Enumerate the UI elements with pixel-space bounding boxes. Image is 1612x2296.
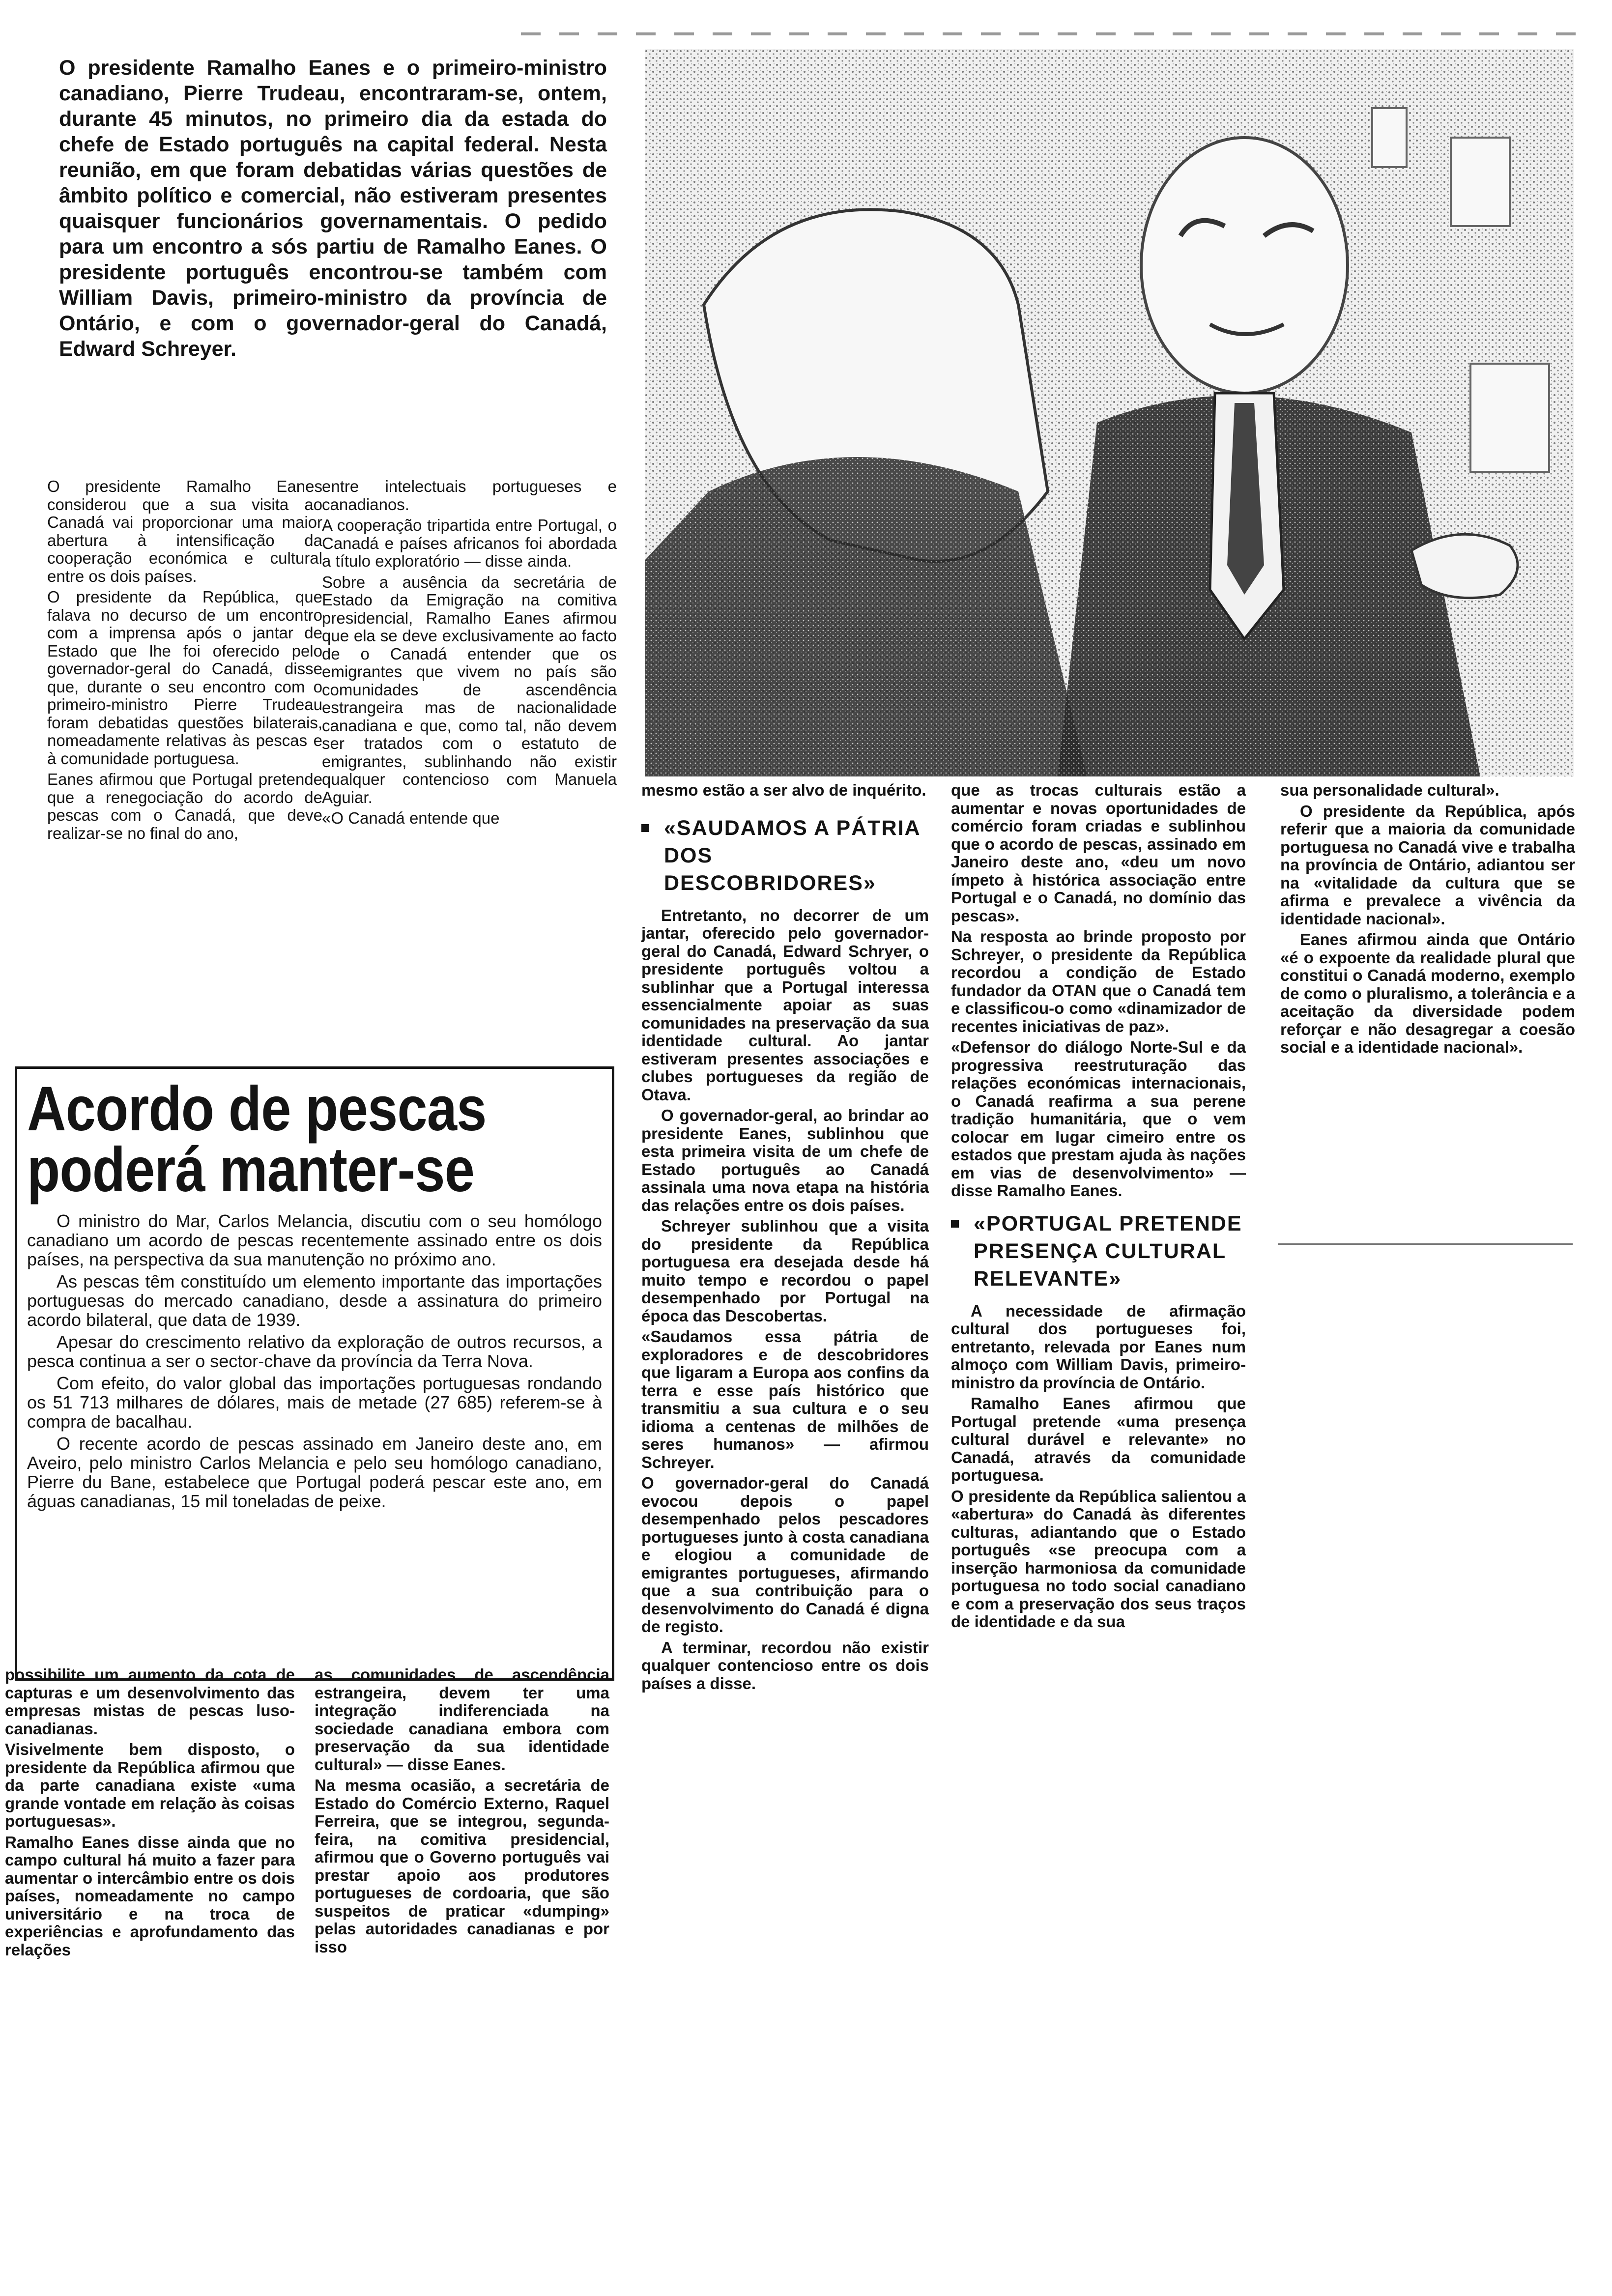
col3-para-1: Entretanto, no decorrer de um jantar, oferecido pelo governador-geral do Canadá, Edward Schryer, o presidente português voltou a sublinhar que a Portugal interessa essencialmente apoiar as suas comunidades na preservação da sua identidade cultural. Ao jantar estiveram presentes associações e clubes portugueses da região de Otava. — [641, 906, 929, 1104]
col1b-para-3: Ramalho Eanes disse ainda que no campo cultural há muito a fazer para aumentar o intercâmbio entre os dois países, nomeadamente no campo universitário e na troca de experiências e aprofundamento das relações — [5, 1833, 295, 1959]
box-para-4: Com efeito, do valor global das importações portuguesas rondando os 51 713 milhares de dólares, mais de metade (27 685) referem-se à compra de bacalhau. — [27, 1373, 602, 1432]
col1b-para-1: possibilite um aumento da cota de capturas e um desenvolvimento das empresas mistas de pescas luso-canadianas. — [5, 1665, 295, 1738]
col1-para-1: O presidente Ramalho Eanes considerou que a sua visita ao Canadá vai proporcionar uma maior abertura à intensificação da cooperação económica e cultural entre os dois países. — [47, 477, 322, 585]
column-2-lower — [315, 1666, 609, 1959]
col2-para-2: A cooperação tripartida entre Portugal, o Canadá e países africanos foi abordada a título exploratório — disse ainda. — [322, 516, 617, 570]
column-5-end-rule — [1278, 1243, 1573, 1245]
box-para-5: O recente acordo de pescas assinado em Janeiro deste ano, em Aveiro, pelo ministro Carlos Melancia e pelo seu homólogo canadiano, Pierre du Bane, estabelece que Portugal poderá pescar este ano, em águas canadianas, 15 mil toneladas de peixe. — [27, 1434, 602, 1511]
col3-para-3: Schreyer sublinhou que a visita do presidente da República portuguesa era desejada desde há muito tempo e recordou o papel desempenhado por Portugal na época das Descobertas. — [641, 1217, 929, 1325]
col1b-para-2: Visivelmente bem disposto, o presidente da República afirmou que da parte canadiana existe «uma grande vontade em relação às coisas portuguesas». — [5, 1740, 295, 1830]
box-headline: Acordo de pescas poderá manter-se — [27, 1074, 487, 1205]
box-para-3: Apesar do crescimento relativo da exploração de outros recursos, a pesca continua a ser o sector-chave da província da Terra Nova. — [27, 1332, 602, 1371]
subhead-saudamos-text: «SAUDAMOS A PÁTRIA DOS DESCOBRIDORES» — [664, 816, 920, 895]
col3-para-5: O governador-geral do Canadá evocou depois o papel desempenhado pelos pescadores portugueses junto à costa canadiana e elogiou a comunidade de emigrantes portugueses, afirmando que a sua contribuição para o desenvolvimento do Canadá é digna de registo. — [641, 1474, 929, 1636]
col2b-para-2: Na mesma ocasião, a secretária de Estado do Comércio Externo, Raquel Ferreira, que se integrou, segunda-feira, na comitiva presidencial, afirmou que o Governo português vai prestar apoio aos produtores portugueses de cordoaria, que são suspeitos de praticar «dumping» pelas autoridades canadianas e por isso — [315, 1776, 609, 1956]
box-para-1: O ministro do Mar, Carlos Melancia, discutiu com o seu homólogo canadiano um acordo de pescas recentemente assinado entre os dois países, na perspectiva da sua manutenção no próximo ano. — [27, 1211, 602, 1269]
column-2-upper — [322, 478, 617, 831]
box-para-2: As pescas têm constituído um elemento importante das importações portuguesas do mercado canadiano, desde a assinatura do primeiro acordo bilateral, que data de 1939. — [27, 1271, 602, 1330]
subhead-bullet-icon — [641, 824, 649, 832]
col1-para-2: O presidente da República, que falava no decurso de um encontro com a imprensa após o jantar de Estado que lhe foi oferecido pelo governador-geral do Canadá, disse que, durante o seu encontro com o primeiro-ministro Pierre Trudeau foram debatidas questões bilaterais, nomeadamente relativas às pescas e à comunidade portuguesa. — [47, 588, 322, 768]
subhead-saudamos — [641, 814, 929, 897]
subhead-portugal-text: «PORTUGAL PRETENDE PRESENÇA CULTURAL RELEVANTE» — [974, 1211, 1242, 1291]
col1-para-3: Eanes afirmou que Portugal pretende que a renegociação do acordo de pescas com o Canadá, que deve realizar-se no final do ano, — [47, 770, 322, 842]
col2-para-3: Sobre a ausência da secretária de Estado da Emigração na comitiva presidencial, Ramalho Eanes afirmou que ela se deve exclusivamente ao facto de o Canadá entender que os emigrantes que vivem no país são comunidades de ascendência estrangeira mas de nacionalidade canadiana e que, como tal, não devem ser tratados com o estatuto de emigrantes, sublinhando não existir qualquer contencioso com Manuela Aguiar. — [322, 573, 617, 806]
col4-para-1: que as trocas culturais estão a aumentar e novas oportunidades de comércio foram criadas e sublinhou que o acordo de pescas, assinado em Janeiro deste ano, «deu um novo ímpeto à histórica associação entre Portugal e o Canadá, no domínio das pescas». — [951, 781, 1246, 925]
col2b-para-1: as comunidades de ascendência estrangeira, devem ter uma integração indiferenciada na sociedade canadiana embora com preservação da sua identidade cultural» — disse Eanes. — [315, 1665, 609, 1774]
col4-para-4: A necessidade de afirmação cultural dos portugueses foi, entretanto, relevada por Eanes num almoço com William Davis, primeiro-ministro da província de Ontário. — [951, 1301, 1246, 1392]
col2-para-1: entre intelectuais portugueses e canadianos. — [322, 477, 617, 514]
column-5 — [1280, 781, 1575, 1060]
top-scan-noise — [521, 32, 1578, 35]
news-photo — [645, 49, 1574, 776]
subhead-bullet-icon — [951, 1220, 959, 1228]
lead-paragraph: O presidente Ramalho Eanes e o primeiro-ministro canadiano, Pierre Trudeau, encontraram-se, ontem, durante 45 minutos, no primeiro dia da estada do chefe de Estado português na capital federal. Nesta reunião, em que foram debatidas várias questões de âmbito político e comercial, não estiveram presentes quaisquer funcionários governamentais. O pedido para um encontro a sós partiu de Ramalho Eanes. O presidente português encontrou-se também com William Davis, primeiro-ministro da província de Ontário, e com o governador-geral do Canadá, Edward Schreyer. — [59, 56, 607, 361]
col3-intro: mesmo estão a ser alvo de inquérito. — [641, 781, 926, 799]
photo-illustration — [645, 49, 1574, 776]
subhead-portugal — [951, 1210, 1246, 1292]
col4-para-3: «Defensor do diálogo Norte-Sul e da progressiva reestruturação das relações económicas internacionais, o Canadá reafirma a sua perene tradição humanitária, que o vem colocar em lugar cimeiro entre os estados que prestam ajuda às nações em vias de desenvolvimento» — disse Ramalho Eanes. — [951, 1038, 1246, 1200]
col5-para-3: Eanes afirmou ainda que Ontário «é o expoente da realidade plural que constitui o Canadá moderno, exemplo de como o pluralismo, a tolerância e a aceitação da diversidade podem reforçar e não desagregar a coesão social e a identidade nacional». — [1280, 930, 1575, 1056]
col3-para-6: A terminar, recordou não existir qualquer contencioso entre os dois países a disse. — [641, 1638, 929, 1693]
col3-para-4: «Saudamos essa pátria de exploradores e de descobridores que ligaram a Europa aos confins da terra e esse país histórico que transmitiu a sua cultura e o seu idioma a centenas de milhões de seres humanos» — afirmou Schreyer. — [641, 1327, 929, 1471]
column-1-lower — [5, 1666, 295, 1962]
column-1-upper — [47, 478, 322, 845]
col4-para-6: O presidente da República salientou a «abertura» do Canadá às diferentes culturas, adiantando que o Estado português «se preocupa com a inserção harmoniosa da comunidade portuguesa no todo social canadiano e com a preservação dos seus traços de identidade e da sua — [951, 1487, 1246, 1631]
col4-para-5: Ramalho Eanes afirmou que Portugal pretende «uma presença cultural durável e relevante» no Canadá, através da comunidade portuguesa. — [951, 1394, 1246, 1484]
column-3 — [641, 781, 929, 1695]
col5-para-2: O presidente da República, após referir que a maioria da comunidade portuguesa no Canadá vive e trabalha na província de Ontário, adiantou ser na «vitalidade da cultura que se afirma e prevalece a vivência da identidade nacional». — [1280, 802, 1575, 928]
column-4 — [951, 781, 1246, 1634]
col5-para-1: sua personalidade cultural». — [1280, 781, 1499, 799]
col3-para-2: O governador-geral, ao brindar ao presidente Eanes, sublinhou que esta primeira visita de um chefe de Estado português ao Canadá assinala uma nova etapa na história das relações entre os dois países. — [641, 1106, 929, 1214]
boxed-article — [15, 1066, 614, 1681]
col4-para-2: Na resposta ao brinde proposto por Schreyer, o presidente da República recordou a condição de Estado fundador da OTAN que o Canadá tem e classificou-o como «dinamizador de recentes iniciativas de paz». — [951, 927, 1246, 1035]
col2-para-4: «O Canadá entende que — [322, 809, 500, 827]
box-body — [27, 1211, 602, 1511]
